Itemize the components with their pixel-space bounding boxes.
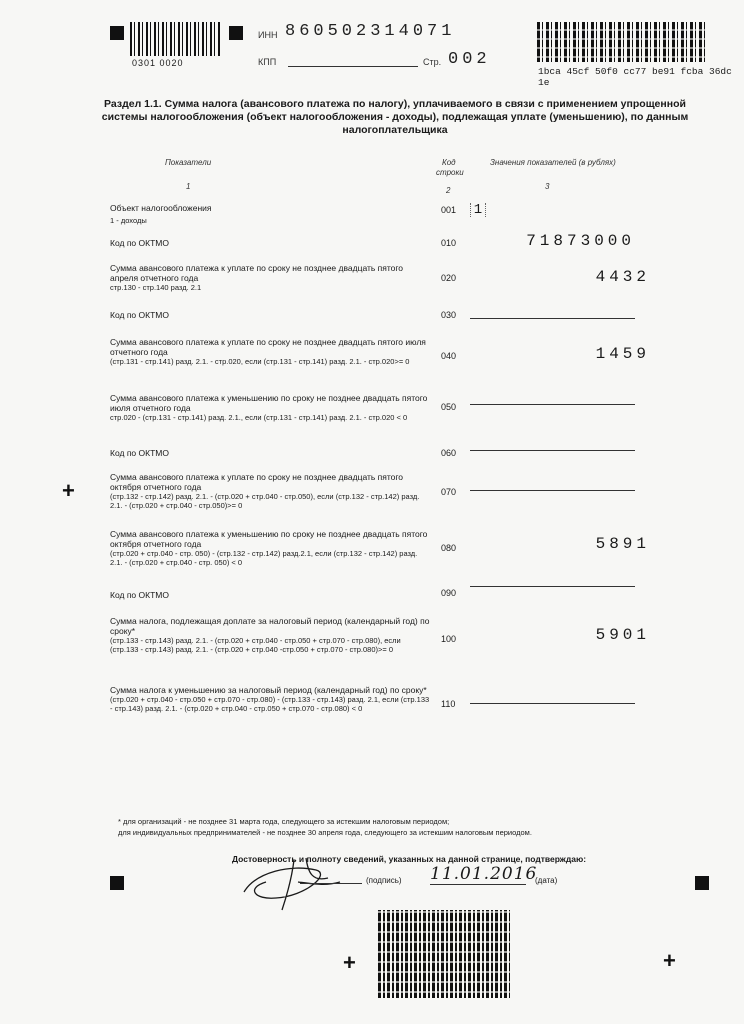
row-050-label: Сумма авансового платежа к уменьшению по сроку не позднее двадцать пятого июля отчетного года стр.020 - (стр.131 - стр.141) разд. 2.1., если (стр.131 - стр.141) разд. 2.1. - стр.020 < 0 — [110, 393, 428, 422]
row-020-code: 020 — [441, 273, 457, 283]
row-050-field-line — [470, 404, 635, 405]
row-010-label: Код по ОКТМО — [110, 238, 169, 248]
col-code-header-2: строки — [436, 168, 464, 177]
row-100-code: 100 — [441, 634, 457, 644]
row-100-value: 5901 — [595, 626, 650, 644]
registration-cross: + — [62, 478, 75, 503]
row-090-field-line — [470, 586, 635, 587]
row-090-label: Код по ОКТМО — [110, 590, 169, 600]
kpp-label: КПП — [258, 57, 277, 67]
row-050-code: 050 — [441, 402, 457, 412]
alignment-mark — [110, 876, 124, 890]
row-060-field-line — [470, 450, 635, 451]
alignment-mark — [695, 876, 709, 890]
row-020-label: Сумма авансового платежа к уплате по сроку не позднее двадцать пятого апреля отчетного года стр.130 - стр.140 разд. 2.1 — [110, 263, 404, 292]
alignment-mark — [229, 26, 243, 40]
col-number-1: 1 — [186, 182, 191, 191]
alignment-mark — [110, 26, 124, 40]
row-110-label: Сумма налога к уменьшению за налоговый период (календарный год) по сроку* (стр.020 + стр.040 - стр.050 + стр.070 - стр.080) - (стр.133 - стр.143) разд. 2.1, если (стр.133 - стр.143) разд. 2.1. - (стр.020 + стр.040 - стр.050 + стр.070 - стр.080) < 0 — [110, 685, 430, 713]
inn-value: 860502314071 — [285, 22, 456, 41]
row-070-code: 070 — [441, 487, 457, 497]
col-number-2: 2 — [446, 186, 451, 195]
row-030-code: 030 — [441, 310, 457, 320]
date-value: 11.01.2016 — [430, 864, 538, 884]
page-label: Стр. — [423, 57, 442, 67]
row-070-label: Сумма авансового платежа к уплате по сроку не позднее двадцать пятого октября отчетного года (стр.132 - стр.142) разд. 2.1. - (стр.020 + стр.040 - стр.050), если (стр.132 - стр.142) разд. 2.1. - (стр.020 + стр.040 - стр.050)>= 0 — [110, 472, 420, 510]
row-030-field-line — [470, 318, 635, 319]
page-number: 002 — [448, 50, 491, 69]
row-010-value: 71873000 — [526, 232, 635, 250]
row-001-label: Объект налогообложения 1 - доходы — [110, 203, 212, 225]
row-090-code: 090 — [441, 588, 457, 598]
section-title: Раздел 1.1. Сумма налога (авансового платежа по налогу), уплачиваемого в связи с применением упрощенной системы налогообложения (объект налогообложения - доходы), подлежащая уплате (уменьшению), по данным налогоплательщика — [101, 98, 689, 136]
row-020-value: 4432 — [595, 268, 650, 286]
row-060-code: 060 — [441, 448, 457, 458]
col-indicators-header: Показатели — [165, 158, 212, 167]
row-040-label: Сумма авансового платежа к уплате по сроку не позднее двадцать пятого июля отчетного года (стр.131 - стр.141) разд. 2.1. - стр.020, если (стр.131 - стр.141) разд. 2.1. - стр.020>= 0 — [110, 337, 426, 366]
row-001-value: 1 — [470, 203, 486, 217]
row-100-label: Сумма налога, подлежащая доплате за налоговый период (календарный год) по сроку* (стр.133 - стр.143) разд. 2.1. - (стр.020 + стр.040 - стр.050 + стр.070 - стр.080), если (стр.133 - стр.143) разд. 2.1. - (стр.020 + стр.040 -стр.050 + стр.070 - стр.080)>= 0 — [110, 616, 430, 654]
registration-cross: + — [343, 950, 356, 975]
kpp-field-line — [288, 66, 418, 67]
confirmation-text: Достоверность и полноту сведений, указанных на данной странице, подтверждаю: — [232, 854, 587, 864]
col-values-header: Значения показателей (в рублях) — [490, 158, 616, 167]
row-060-label: Код по ОКТМО — [110, 448, 169, 458]
inn-label: ИНН — [258, 30, 278, 40]
row-080-label: Сумма авансового платежа к уменьшению по сроку не позднее двадцать пятого октября отчетного года (стр.020 + стр.040 - стр. 050) - (стр.132 - стр.142) разд.2.1, если (стр.132 - стр.142) разд. 2.1. - (стр.020 + стр.040 - стр. 050) < 0 — [110, 529, 428, 567]
form-barcode-number: 0301 0020 — [132, 58, 184, 68]
row-010-code: 010 — [441, 238, 457, 248]
row-080-value: 5891 — [595, 535, 650, 553]
document-hash: 1bca 45cf 50f0 cc77 be91 fcba 36dc 1e — [538, 66, 732, 88]
row-001-code: 001 — [441, 205, 457, 215]
registration-cross: + — [663, 948, 676, 973]
date-label: (дата) — [535, 876, 558, 885]
top-2d-barcode — [537, 22, 705, 62]
row-070-field-line — [470, 490, 635, 491]
form-barcode — [130, 22, 220, 56]
footnote: * для организаций - не позднее 31 марта года, следующего за истекшим налоговым периодом; для индивидуальных предпринимателей - не позднее 30 апреля года, следующего за истекшим налоговым периодом. — [118, 817, 532, 837]
row-110-field-line — [470, 703, 635, 704]
row-030-label: Код по ОКТМО — [110, 310, 169, 320]
col-number-3: 3 — [545, 182, 550, 191]
signature-label: (подпись) — [366, 876, 402, 885]
row-040-value: 1459 — [595, 345, 650, 363]
row-110-code: 110 — [441, 699, 456, 709]
col-code-header-1: Код — [442, 158, 456, 167]
signature-line — [300, 883, 362, 884]
row-040-code: 040 — [441, 351, 457, 361]
row-080-code: 080 — [441, 543, 457, 553]
bottom-2d-barcode — [378, 910, 510, 998]
